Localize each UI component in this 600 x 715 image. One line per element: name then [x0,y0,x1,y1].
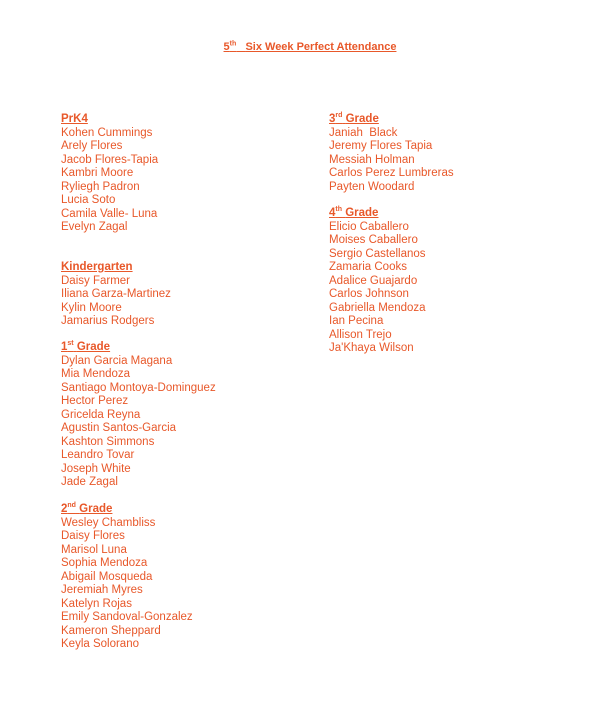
section-kindergarten [61,261,321,329]
section-heading [61,113,321,127]
student-name: Kashton Simmons [61,435,155,448]
student-name: Ryliegh Padron [61,180,140,193]
heading-number: 3 [329,113,336,125]
heading-suffix: nd [67,502,76,510]
student-name: Gricelda Reyna [61,408,141,421]
student-name: Carlos Perez Lumbreras [329,167,454,179]
student-name: Marisol Luna [61,543,127,556]
section-heading [329,207,589,221]
student-name: Dylan Garcia Magana [61,354,173,367]
student-name: Agustin Santos-Garcia [61,422,177,434]
student-name: Wesley Chambliss [61,516,156,529]
student-name: Katelyn Rojas [61,597,132,610]
student-name: Jacob Flores-Tapia [61,153,159,166]
title-text: Six Week Perfect Attendance [245,41,397,53]
heading-number: 1 [61,341,68,353]
student-name: Evelyn Zagal [61,221,128,233]
student-name: Ja'Khaya Wilson [329,342,414,354]
page-title [0,41,600,53]
heading-text: Kindergarten [61,261,133,273]
section-grade-1 [61,341,321,490]
student-name: Iliana Garza-Martinez [61,288,171,300]
student-name: Keyla Solorano [61,638,139,650]
heading-number: 4 [329,207,336,219]
student-name: Santiago Montoya-Dominguez [61,381,216,394]
student-name: Ian Pecina [329,315,384,327]
student-name: Kambri Moore [61,167,134,179]
section-grade-4 [329,207,589,356]
student-name: Sergio Castellanos [329,247,426,260]
student-name: Zamaria Cooks [329,261,407,273]
student-name: Carlos Johnson [329,288,409,300]
student-name: Daisy Farmer [61,274,131,287]
student-name: Camila Valle- Luna [61,207,158,220]
heading-suffix: th [335,206,343,214]
heading-text: Grade [345,113,379,125]
student-name: Jeremy Flores Tapia [329,140,433,152]
heading-text: Grade [79,503,113,515]
student-name: Elicio Caballero [329,220,409,233]
student-name: Allison Trejo [329,328,392,341]
student-name: Mia Mendoza [61,368,131,380]
student-name: Payten Woodard [329,180,415,193]
title-suffix: th [229,40,237,48]
heading-text: PrK4 [61,113,88,125]
student-name: Kohen Cummings [61,126,153,139]
student-name: Sophia Mendoza [61,557,148,569]
section-heading [61,261,321,275]
student-name: Adalice Guajardo [329,274,418,287]
student-name: Gabriella Mendoza [329,301,426,314]
section-prk4 [61,113,321,235]
student-name: Kameron Sheppard [61,624,161,637]
student-name: Kylin Moore [61,301,122,314]
student-name: Arely Flores [61,140,123,152]
title-number: 5 [223,41,230,53]
student-name: Moises Caballero [329,234,418,246]
heading-suffix: rd [335,112,343,120]
student-name: Jade Zagal [61,476,118,488]
student-name: Abigail Mosqueda [61,570,153,583]
heading-text: Grade [76,341,111,353]
section-heading [329,113,589,127]
heading-text: Grade [345,207,379,219]
student-name: Emily Sandoval-Gonzalez [61,611,193,623]
section-grade-2 [61,503,321,652]
student-name: Leandro Tovar [61,449,135,461]
section-heading [61,503,321,517]
student-name: Jamarius Rodgers [61,315,155,327]
student-name: Janiah Black [329,126,398,139]
student-name: Messiah Holman [329,153,415,166]
section-heading [61,341,321,355]
student-name: Daisy Flores [61,530,125,542]
student-name: Joseph White [61,462,131,475]
section-grade-3 [329,113,589,194]
student-name: Hector Perez [61,395,129,407]
student-name: Jeremiah Myres [61,584,143,596]
student-name: Lucia Soto [61,194,116,206]
heading-suffix: st [67,340,74,348]
heading-number: 2 [61,503,68,515]
